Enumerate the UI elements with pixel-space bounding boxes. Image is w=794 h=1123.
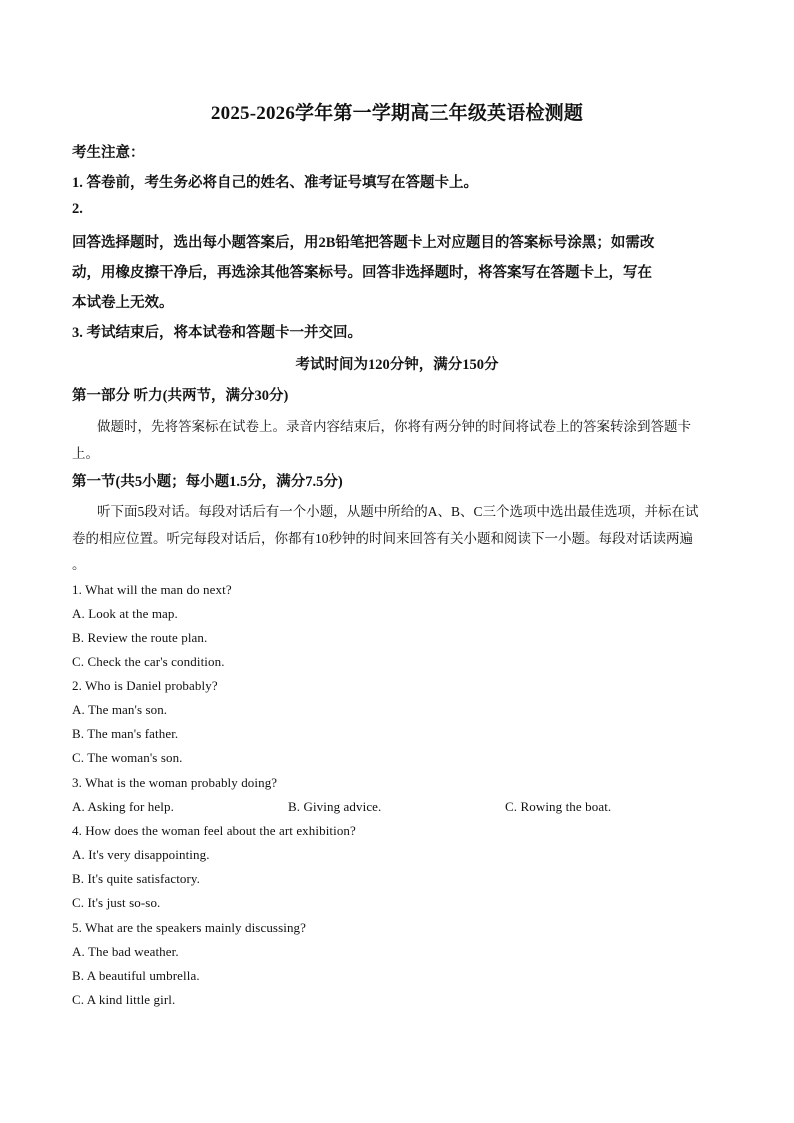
notice-item-1: 1. 答卷前，考生务必将自己的姓名、准考证号填写在答题卡上。	[72, 175, 478, 191]
question-2-option-a: A. The man's son.	[72, 702, 168, 717]
question-4-option-a: A. It's very disappointing.	[72, 847, 210, 862]
question-4-option-b: B. It's quite satisfactory.	[72, 871, 201, 886]
page-title: 2025-2026学年第一学期高三年级英语检测题	[210, 103, 584, 124]
question-4-stem: 4. How does the woman feel about the art exhibition?	[72, 823, 356, 838]
question-5-option-a: A. The bad weather.	[72, 944, 179, 959]
section1-instruction-line-1: 听下面5段对话。每段对话后有一个小题，从题中所给的A、B、C三个选项中选出最佳选项，并标在试	[97, 504, 699, 519]
question-2-option-b: B. The man's father.	[72, 726, 179, 741]
question-5-option-b: B. A beautiful umbrella.	[72, 968, 200, 983]
section1-instruction-line-3: 。	[72, 557, 86, 572]
question-2-stem: 2. Who is Daniel probably?	[72, 678, 218, 693]
question-2-option-c: C. The woman's son.	[72, 750, 183, 765]
part1-instruction-line-1: 做题时，先将答案标在试卷上。录音内容结束后，你将有两分钟的时间将试卷上的答案转涂到答题卡	[97, 419, 691, 434]
question-3-option-b: B. Giving advice.	[288, 799, 382, 814]
question-5-option-c: C. A kind little girl.	[72, 992, 176, 1007]
part1-heading: 第一部分 听力(共两节，满分30分)	[72, 388, 289, 404]
question-1-stem: 1. What will the man do next?	[72, 582, 232, 597]
question-1-option-c: C. Check the car's condition.	[72, 654, 225, 669]
notice-item-2-line-1: 回答选择题时，选出每小题答案后，用2B铅笔把答题卡上对应题目的答案标号涂黑；如需改	[72, 235, 655, 251]
question-1-option-a: A. Look at the map.	[72, 606, 178, 621]
section1-instruction-line-2: 卷的相应位置。听完每段对话后，你都有10秒钟的时间来回答有关小题和阅读下一小题。每段对话读两遍	[72, 531, 693, 546]
question-3-option-a: A. Asking for help.	[72, 799, 174, 814]
section1-heading: 第一节(共5小题；每小题1.5分，满分7.5分)	[72, 474, 343, 490]
question-4-option-c: C. It's just so-so.	[72, 895, 161, 910]
notice-item-3: 3. 考试结束后，将本试卷和答题卡一并交回。	[72, 325, 362, 341]
part1-instruction-line-2: 上。	[72, 446, 99, 461]
notice-item-2-number: 2.	[72, 201, 83, 217]
notice-heading: 考生注意：	[72, 145, 145, 161]
question-3-stem: 3. What is the woman probably doing?	[72, 775, 278, 790]
notice-item-2-line-2: 动，用橡皮擦干净后，再选涂其他答案标号。回答非选择题时，将答案写在答题卡上，写在	[72, 265, 652, 281]
exam-info: 考试时间为120分钟，满分150分	[295, 357, 499, 373]
question-5-stem: 5. What are the speakers mainly discussing?	[72, 920, 307, 935]
question-1-option-b: B. Review the route plan.	[72, 630, 208, 645]
notice-item-2-line-3: 本试卷上无效。	[72, 295, 174, 311]
question-3-option-c: C. Rowing the boat.	[505, 799, 612, 814]
